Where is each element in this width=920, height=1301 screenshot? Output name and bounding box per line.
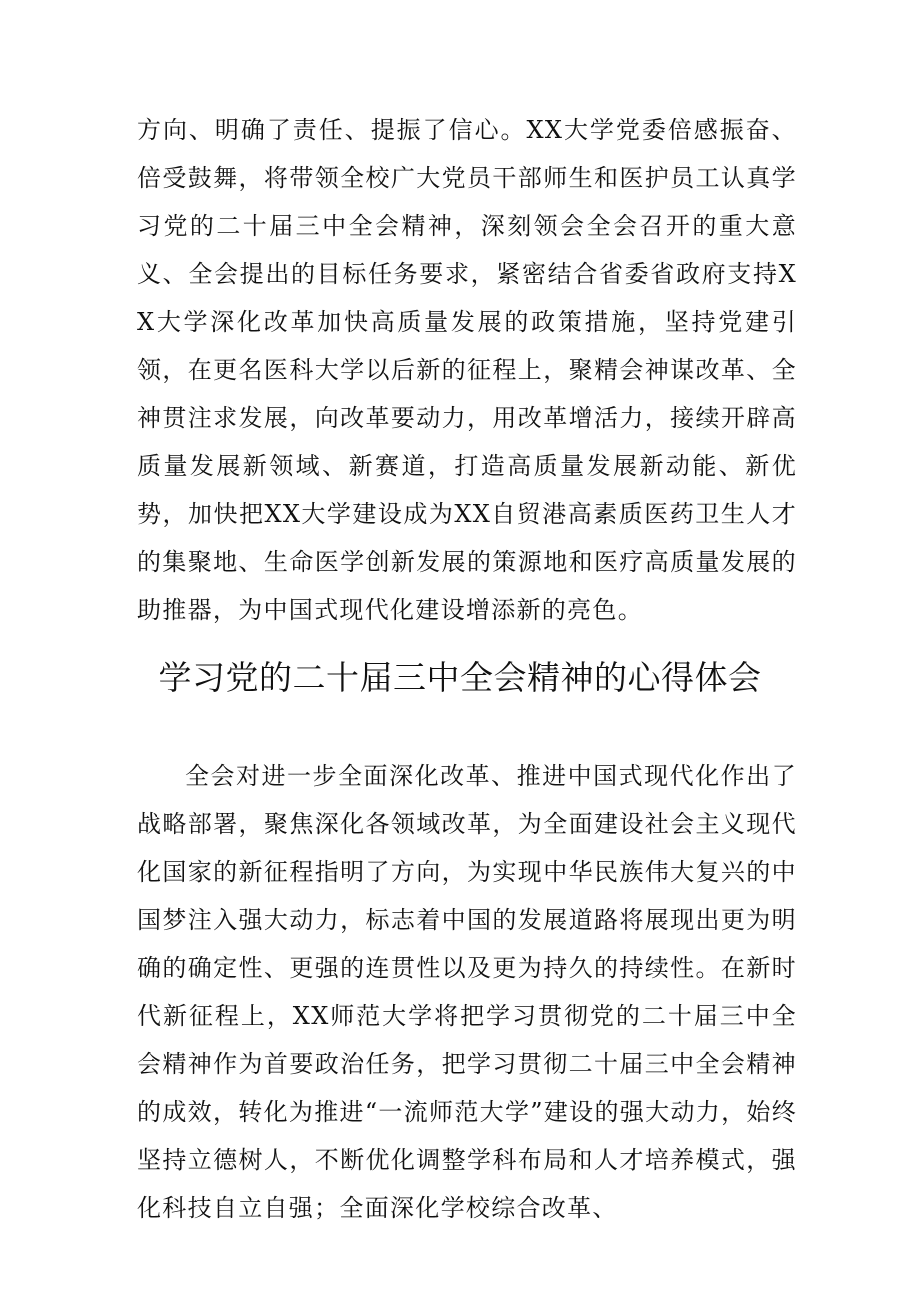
body-paragraph-new: 全会对进一步全面深化改革、推进中国式现代化作出了战略部署，聚焦深化各领域改革，为全面建设社会主义现代化国家的新征程指明了方向，为实现中华民族伟大复兴的中国梦注入强大动力，标志着中国的发展道路将展现出更为明确的确定性、更强的连贯性以及更为持久的持续性。在新时代新征程上，XX师范大学将把学习贯彻党的二十届三中全会精神作为首要政治任务，把学习贯彻二十届三中全会精神的成效，转化为推进“一流师范大学”建设的强大动力，始终坚持立德树人，不断优化调整学科布局和人才培养模式，强化科技自立自强；全面深化学校综合改革、: [137, 762, 797, 1222]
section-title: 学习党的二十届三中全会精神的心得体会: [158, 658, 762, 697]
body-paragraph-continued: 方向、明确了责任、提振了信心。XX大学党委倍感振奋、倍受鼓舞，将带领全校广大党员干部师生和医护员工认真学习党的二十届三中全会精神，深刻领会全会召开的重大意义、全会提出的目标任务要求，紧密结合省委省政府支持XX大学深化改革加快高质量发展的政策措施，坚持党建引领，在更名医科大学以后新的征程上，聚精会神谋改革、全神贯注求发展，向改革要动力，用改革增活力，接续开辟高质量发展新领域、新赛道，打造高质量发展新动能、新优势，加快把XX大学建设成为XX自贸港高素质医药卫生人才的集聚地、生命医学创新发展的策源地和医疗高质量发展的助推器，为中国式现代化建设增添新的亮色。: [137, 116, 797, 624]
